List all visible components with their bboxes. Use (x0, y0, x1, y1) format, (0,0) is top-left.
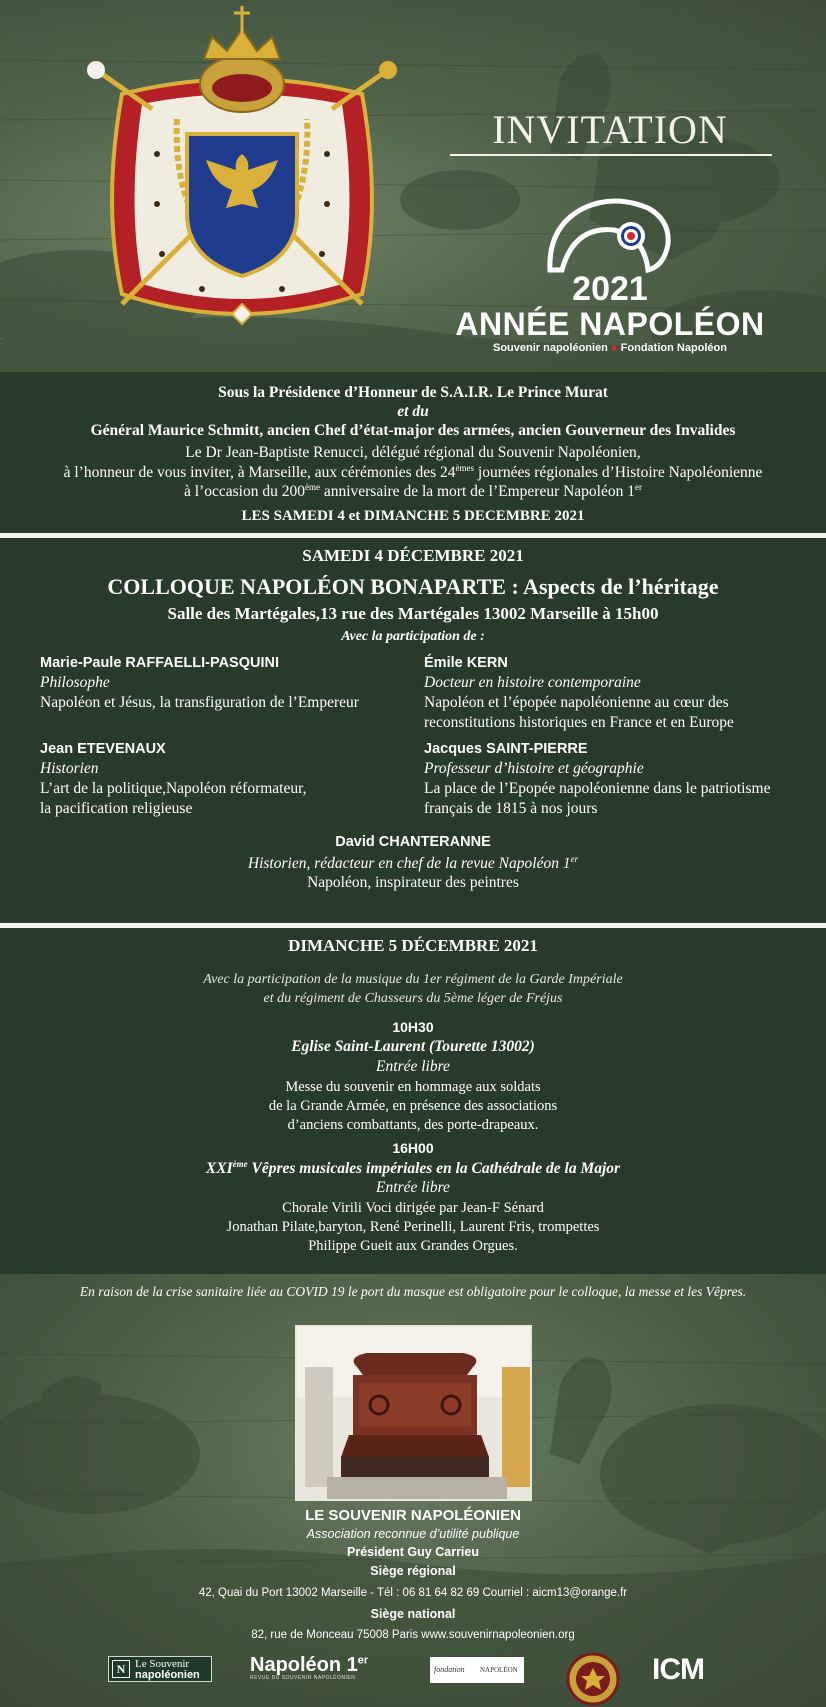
red-dot-icon: ● (610, 342, 621, 354)
invite-line: à l’honneur de vous inviter, à Marseille, aux cérémonies des 24èmes journées régionales d’Histoire Napoléonienne (63, 463, 763, 482)
napoleon-tomb-icon (297, 1327, 532, 1501)
national-label: Siège national (370, 1607, 456, 1621)
renucci-line: Le Dr Jean-Baptiste Renucci, délégué régional du Souvenir Napoléonien, (185, 444, 641, 461)
org-name: LE SOUVENIR NAPOLÉONIEN (305, 1507, 521, 1524)
event2-entry: Entrée libre (376, 1179, 450, 1196)
event1-entry: Entrée libre (376, 1058, 450, 1075)
covid-notice: En raison de la crise sanitaire liée au COVID 19 le port du masque est obligatoire pour le colloque, la messe et les Vêpres. (79, 1284, 747, 1299)
event1-desc: d’anciens combattants, des porte-drapeaux. (287, 1117, 539, 1133)
speaker-topic: L’art de la politique,Napoléon réformateur, (40, 780, 307, 797)
national-address: 82, rue de Monceau 75008 Paris www.souvenirnapoleonien.org (251, 1629, 575, 1641)
participation-label: Avec la participation de : (341, 629, 485, 644)
event1-desc: Messe du souvenir en hommage aux soldats (285, 1079, 541, 1095)
speaker-card (40, 655, 410, 713)
org-subtitle: Association reconnue d’utilité publique (306, 1527, 520, 1541)
music-line-2: et du régiment de Chasseurs du 5ème léger de Fréjus (263, 991, 563, 1006)
fondation-napoleon-logo (430, 1657, 524, 1683)
speaker-name: Jean ETEVENAUX (40, 741, 166, 757)
speaker-card (424, 655, 804, 733)
speaker-topic: Napoléon et l’épopée napoléonienne au cœur des (424, 694, 729, 711)
center-speaker-name: David CHANTERANNE (335, 834, 491, 850)
footer-banner (0, 1274, 826, 1707)
logo2-title: Napoléon 1er (250, 1654, 369, 1676)
speaker-name: Jacques SAINT-PIERRE (424, 741, 588, 757)
saturday-panel (0, 538, 826, 922)
speaker-topic: La place de l’Epopée napoléonienne dans le patriotisme (424, 780, 771, 797)
event1-time: 10H30 (392, 1019, 434, 1035)
header-banner (0, 0, 826, 372)
tomb-photo (295, 1325, 532, 1501)
intro-panel (0, 372, 826, 532)
event2-desc: Philippe Gueit aux Grandes Orgues. (308, 1238, 518, 1254)
event1-desc: de la Grande Armée, en présence des associations (268, 1098, 558, 1114)
speaker-title: Docteur en histoire contemporaine (424, 674, 641, 691)
speaker-name: Émile KERN (424, 655, 508, 671)
annee-year: 2021 (572, 270, 648, 308)
sunday-date: DIMANCHE 5 DÉCEMBRE 2021 (288, 936, 538, 955)
regional-label: Siège régional (370, 1564, 456, 1578)
invitation-underline (450, 154, 772, 156)
logo3-line1: fondation (434, 1665, 465, 1674)
anniversary-line: à l’occasion du 200ème anniversaire de la mort de l’Empereur Napoléon 1er (184, 482, 642, 501)
saturday-date: SAMEDI 4 DÉCEMBRE 2021 (302, 546, 524, 565)
logo5-text: ICM (652, 1653, 704, 1686)
bicorne-hat-icon (544, 196, 674, 276)
veterans-association-seal-icon (566, 1652, 620, 1706)
colloque-title: COLLOQUE NAPOLÉON BONAPARTE : Aspects de l’héritage (107, 574, 719, 599)
logo1-line1: Le Souvenir (135, 1658, 190, 1670)
speaker-topic: français de 1815 à nos jours (424, 800, 598, 817)
presidency-line: Sous la Présidence d’Honneur de S.A.I.R. Le Prince Murat (218, 384, 608, 401)
logo3-line2: NAPOLÉON (480, 1666, 518, 1674)
music-line-1: Avec la participation de la musique du 1er régiment de la Garde Impériale (203, 972, 623, 987)
logo2-subtitle: REVUE DU SOUVENIR NAPOLÉONIEN (250, 1675, 356, 1681)
speaker-card (40, 741, 410, 819)
sunday-panel (0, 928, 826, 1274)
n-monogram-icon: N (112, 1660, 130, 1678)
speaker-card (424, 741, 804, 819)
speaker-title: Historien (40, 760, 99, 777)
napoleon-1er-revue-logo (250, 1654, 390, 1684)
event2-desc: Chorale Virili Voci dirigée par Jean-F Sénard (282, 1200, 544, 1216)
annee-sub-left: Souvenir napoléonien (493, 342, 608, 354)
center-speaker-topic: Napoléon, inspirateur des peintres (307, 874, 519, 891)
invitation-heading: INVITATION (492, 107, 728, 152)
imperial-coat-of-arms-icon (82, 4, 402, 354)
speaker-topic: Napoléon et Jésus, la transfiguration de l’Empereur (40, 694, 359, 711)
event2-time: 16H00 (392, 1140, 434, 1156)
center-speaker-title: Historien, rédacteur en chef de la revue Napoléon 1er (247, 854, 579, 873)
event2-place: XXIème Vêpres musicales impériales en la Cathédrale de la Major (205, 1159, 621, 1178)
event1-place: Eglise Saint-Laurent (Tourette 13002) (291, 1038, 535, 1055)
annee-napoleon-title: ANNÉE NAPOLÉON (455, 306, 765, 342)
speaker-topic: reconstitutions historiques en France et en Europe (424, 714, 734, 731)
logo1-line2: napoléonien (135, 1669, 200, 1681)
annee-subtitle (440, 342, 780, 354)
speaker-title: Professeur d’histoire et géographie (424, 760, 644, 777)
general-line: Général Maurice Schmitt, ancien Chef d’état-major des armées, ancien Gouverneur des Invalides (90, 422, 736, 439)
souvenir-napoleonien-logo (108, 1656, 212, 1682)
icm-logo (652, 1654, 722, 1690)
speaker-topic: la pacification religieuse (40, 800, 193, 817)
colloque-venue: Salle des Martégales,13 rue des Martégales 13002 Marseille à 15h00 (167, 604, 659, 623)
annee-sub-right: Fondation Napoléon (620, 342, 727, 354)
org-president: Président Guy Carrieu (347, 1545, 479, 1559)
speaker-name: Marie-Paule RAFFAELLI-PASQUINI (40, 655, 280, 671)
event2-desc: Jonathan Pilate,baryton, René Perinelli, Laurent Fris, trompettes (226, 1219, 600, 1235)
regional-address: 42, Quai du Port 13002 Marseille - Tél : 06 81 64 82 69 Courriel : aicm13@orange.fr (198, 1587, 628, 1599)
dates-line: LES SAMEDI 4 et DIMANCHE 5 DECEMBRE 2021 (241, 508, 585, 524)
and-line: et du (397, 403, 429, 420)
speaker-title: Philosophe (40, 674, 110, 691)
